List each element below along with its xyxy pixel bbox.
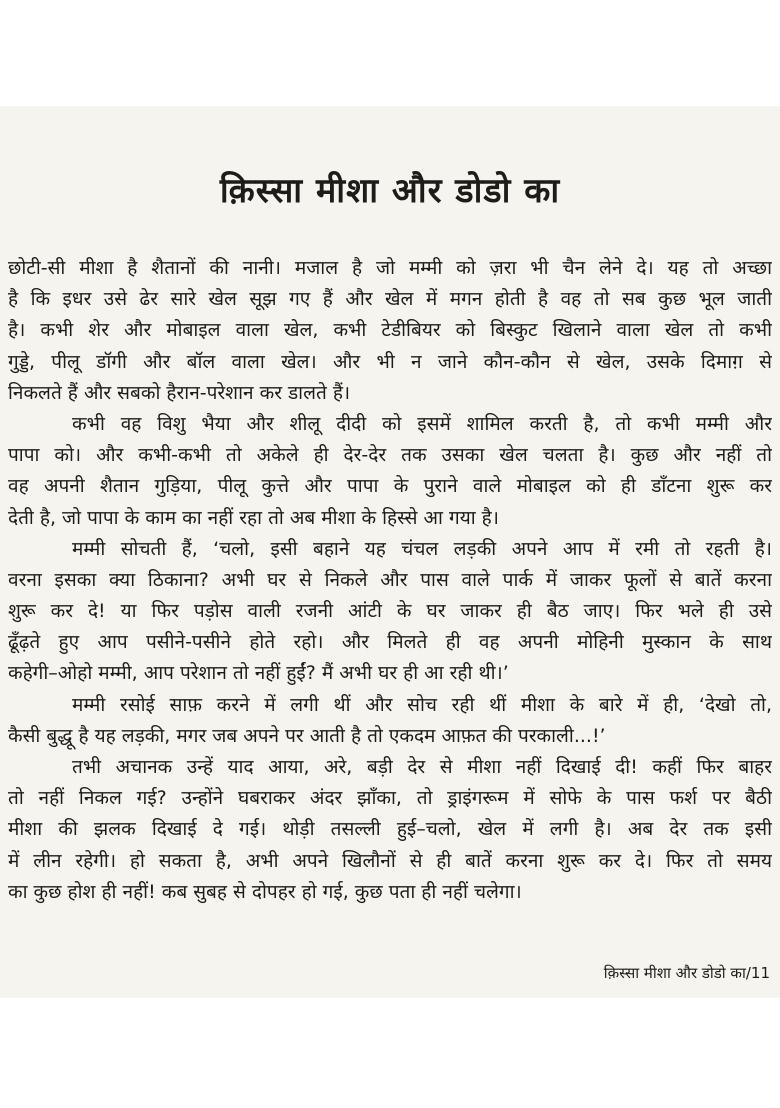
text-line: तभी अचानक उन्हें याद आया, अरे, बड़ी देर से मीशा नहीं दिखाई दी! कहीं फिर बाहर [72, 756, 772, 778]
text-line: है कि इधर उसे ढेर सारे खेल सूझ गए हैं और खेल में मगन होती है वह तो सब कुछ भूल जाती [8, 288, 772, 311]
text-line: मम्मी सोचती हैं, ‘चलो, इसी बहाने यह चंचल लड़की अपने आप में रमी तो रहती है। [72, 537, 772, 560]
text-line: का कुछ होश ही नहीं! कब सुबह से दोपहर हो गई, कुछ पता ही नहीं चलेगा। [8, 880, 522, 903]
text-line: तो नहीं निकल गई? उन्होंने घबराकर अंदर झाँका, तो ड्राइंगरूम में सोफे के पास फर्श पर बैठी [8, 787, 772, 810]
text-line: ढूँढ़ते हुए आप पसीने-पसीने होते रहो। और मिलते ही वह अपनी मोहिनी मुस्कान के साथ [8, 631, 772, 654]
running-title: क़िस्सा मीशा और डोडो का [603, 964, 746, 982]
text-line: में लीन रहेगी। हो सकता है, अभी अपने खिलौनों से ही बातें करना शुरू कर दे। फिर तो समय [8, 849, 772, 872]
text-line: मीशा की झलक दिखाई दे गई। थोड़ी तसल्ली हुई–चलो, खेल में लगी है। अब देर तक इसी [8, 818, 772, 841]
text-line: देती है, जो पापा के काम का नहीं रहा तो अब मीशा के हिस्से आ गया है। [8, 506, 499, 529]
text-line: कैसी बुद्धू है यह लड़की, मगर जब अपने पर आती है तो एकदम आफ़त की परकाली...!’ [8, 724, 606, 747]
text-line: शुरू कर दे! या फिर पड़ोस वाली रजनी आंटी के घर जाकर ही बैठ जाए। फिर भले ही उसे [8, 600, 772, 623]
text-line: निकलते हैं और सबको हैरान-परेशान कर डालते हैं। [8, 381, 351, 404]
story-title: क़िस्सा मीशा और डोडो का [219, 171, 561, 211]
footer-separator: / [745, 964, 751, 982]
text-line: मम्मी रसोई साफ़ करने में लगी थीं और सोच रही थीं मीशा के बारे में ही, ‘देखो तो, [72, 693, 772, 716]
text-line: पापा को। और कभी-कभी तो अकेले ही देर-देर तक उसका खेल चलता है। कुछ और नहीं तो [8, 444, 772, 467]
text-line: वरना इसका क्या ठिकाना? अभी घर से निकले और पास वाले पार्क में जाकर फूलों से बातें करना [8, 568, 772, 591]
text-line: वह अपनी शैतान गुड़िया, पीलू कुत्ते और पापा के पुराने वाले मोबाइल को ही डाँटना शुरू कर [8, 475, 772, 498]
text-line: है। कभी शेर और मोबाइल वाला खेल, कभी टेडीबियर को बिस्कुट खिलाने वाला खेल तो कभी [8, 319, 772, 342]
text-line: कहेगी–ओहो मम्मी, आप परेशान तो नहीं हुईं? मैं अभी घर ही आ रही थी।’ [8, 662, 509, 685]
text-line: गुड्डे, पीलू डॉगी और बॉल वाला खेल। और भी न जाने कौन-कौन से खेल, उसके दिमाग़ से [8, 350, 772, 373]
page-footer [604, 963, 770, 983]
text-line: कभी वह विशु भैया और शीलू दीदी को इसमें शामिल करती है, तो कभी मम्मी और [72, 412, 772, 435]
text-line: छोटी-सी मीशा है शैतानों की नानी। मजाल है जो मम्मी को ज़रा भी चैन लेने दे। यह तो अच्छा [8, 257, 772, 279]
story-body [8, 253, 772, 908]
page-number: 11 [750, 964, 770, 982]
